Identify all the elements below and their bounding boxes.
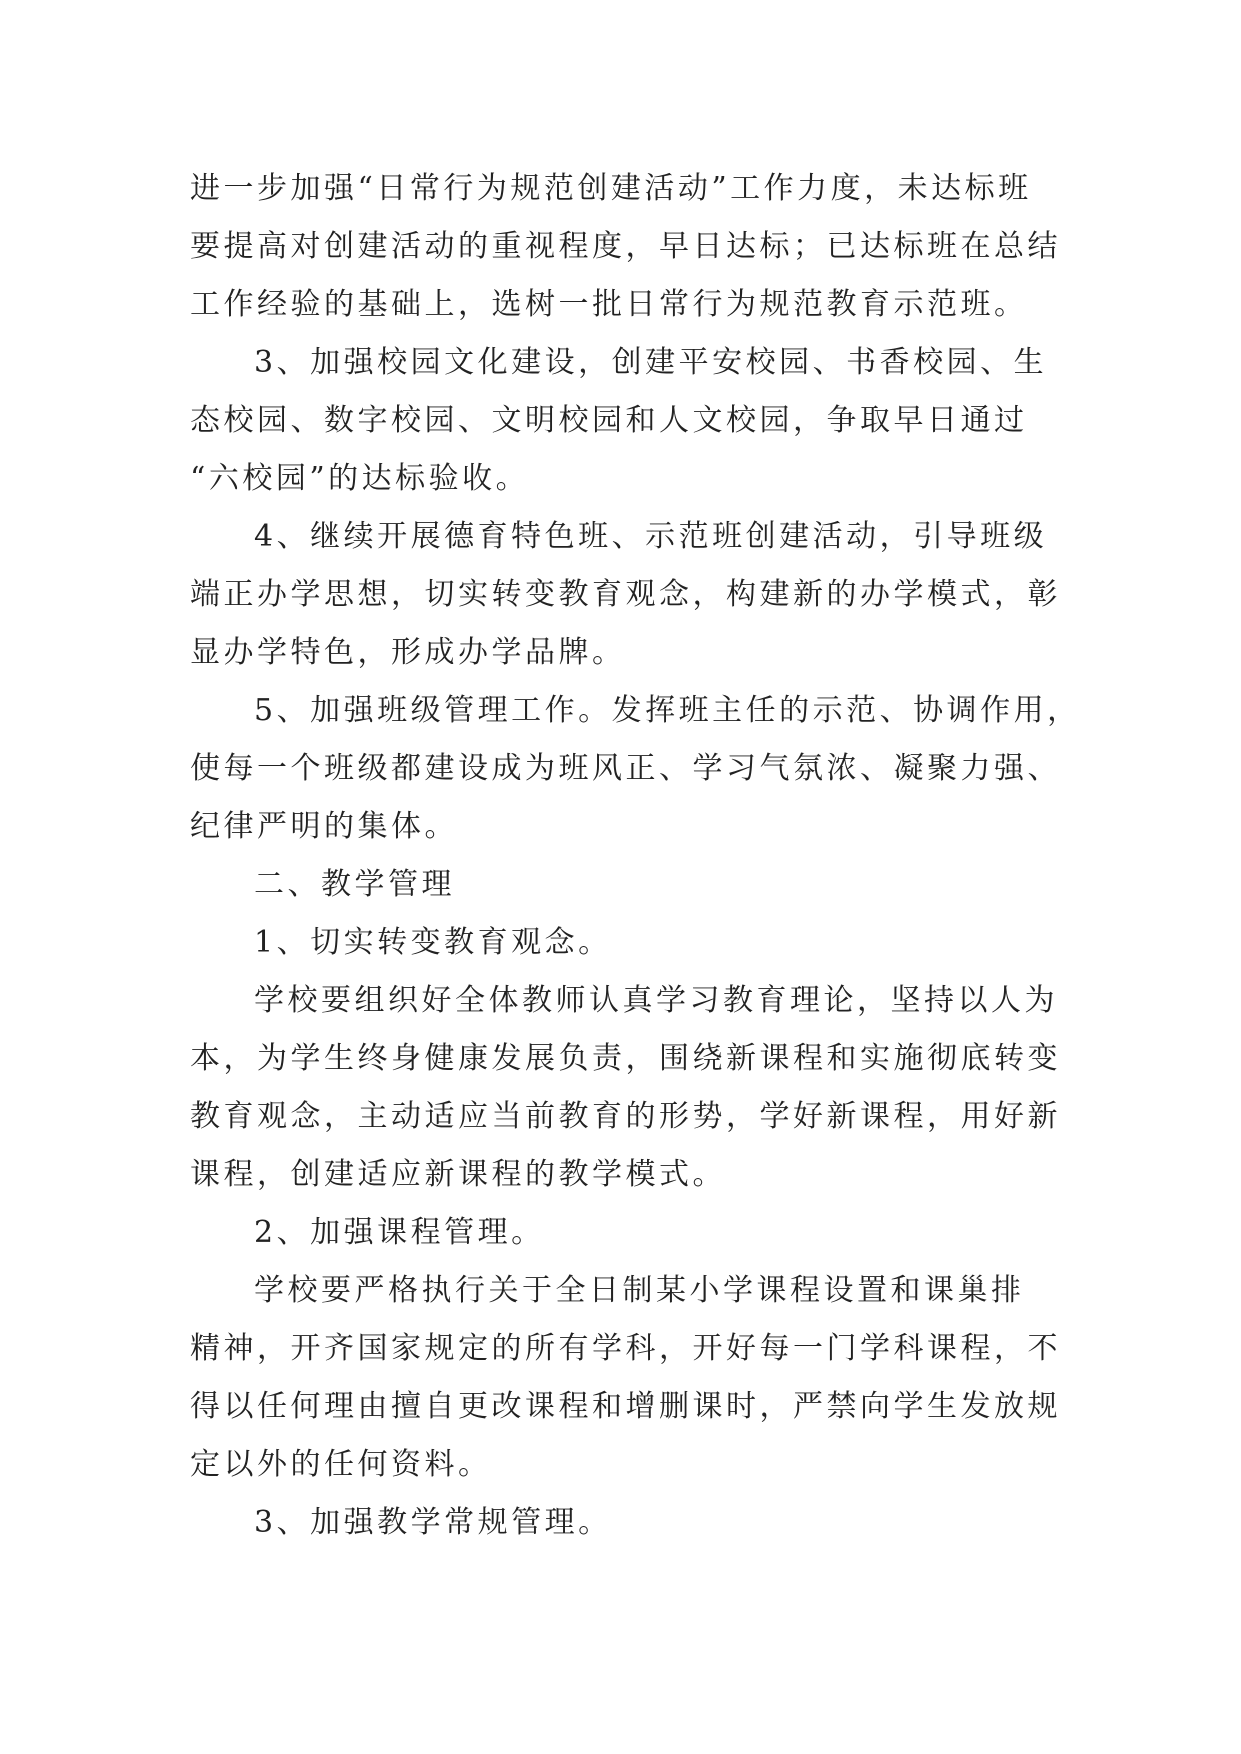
text-line: 教育观念，主动适应当前教育的形势，学好新课程，用好新 — [190, 1099, 1061, 1134]
text-line: 进一步加强“日常行为规范创建活动”工作力度，未达标班 — [190, 171, 1032, 206]
text-line: 显办学特色，形成办学品牌。 — [190, 635, 626, 670]
text-line: 5、加强班级管理工作。发挥班主任的示范、协调作用， — [254, 693, 1081, 728]
text-line: 端正办学思想，切实转变教育观念，构建新的办学模式，彰 — [190, 577, 1061, 612]
text-line: 得以任何理由擅自更改课程和增删课时，严禁向学生发放规 — [190, 1389, 1061, 1424]
subsection-heading: 2、加强课程管理。 — [254, 1215, 545, 1250]
text-line: 学校要组织好全体教师认真学习教育理论，坚持以人为 — [254, 983, 1058, 1018]
text-line: “六校园”的达标验收。 — [190, 461, 530, 496]
text-line: 本，为学生终身健康发展负责，围绕新课程和实施彻底转变 — [190, 1041, 1061, 1076]
text-line: 精神，开齐国家规定的所有学科，开好每一门学科课程，不 — [190, 1331, 1061, 1366]
text-line: 工作经验的基础上，选树一批日常行为规范教育示范班。 — [190, 287, 1028, 322]
text-line: 定以外的任何资料。 — [190, 1447, 492, 1482]
text-line: 纪律严明的集体。 — [190, 809, 458, 844]
text-line: 课程，创建适应新课程的教学模式。 — [190, 1157, 726, 1192]
text-line: 使每一个班级都建设成为班风正、学习气氛浓、凝聚力强、 — [190, 751, 1061, 786]
document-body — [190, 160, 1081, 1552]
section-heading: 二、教学管理 — [254, 867, 455, 902]
text-line: 3、加强校园文化建设，创建平安校园、书香校园、生 — [254, 345, 1048, 380]
text-line: 学校要严格执行关于全日制某小学课程设置和课巢排 — [254, 1273, 1025, 1308]
subsection-heading: 3、加强教学常规管理。 — [254, 1505, 612, 1540]
text-line: 态校园、数字校园、文明校园和人文校园，争取早日通过 — [190, 403, 1028, 438]
text-line: 要提高对创建活动的重视程度，早日达标；已达标班在总结 — [190, 229, 1061, 264]
text-line: 4、继续开展德育特色班、示范班创建活动，引导班级 — [254, 519, 1048, 554]
subsection-heading: 1、切实转变教育观念。 — [254, 925, 612, 960]
